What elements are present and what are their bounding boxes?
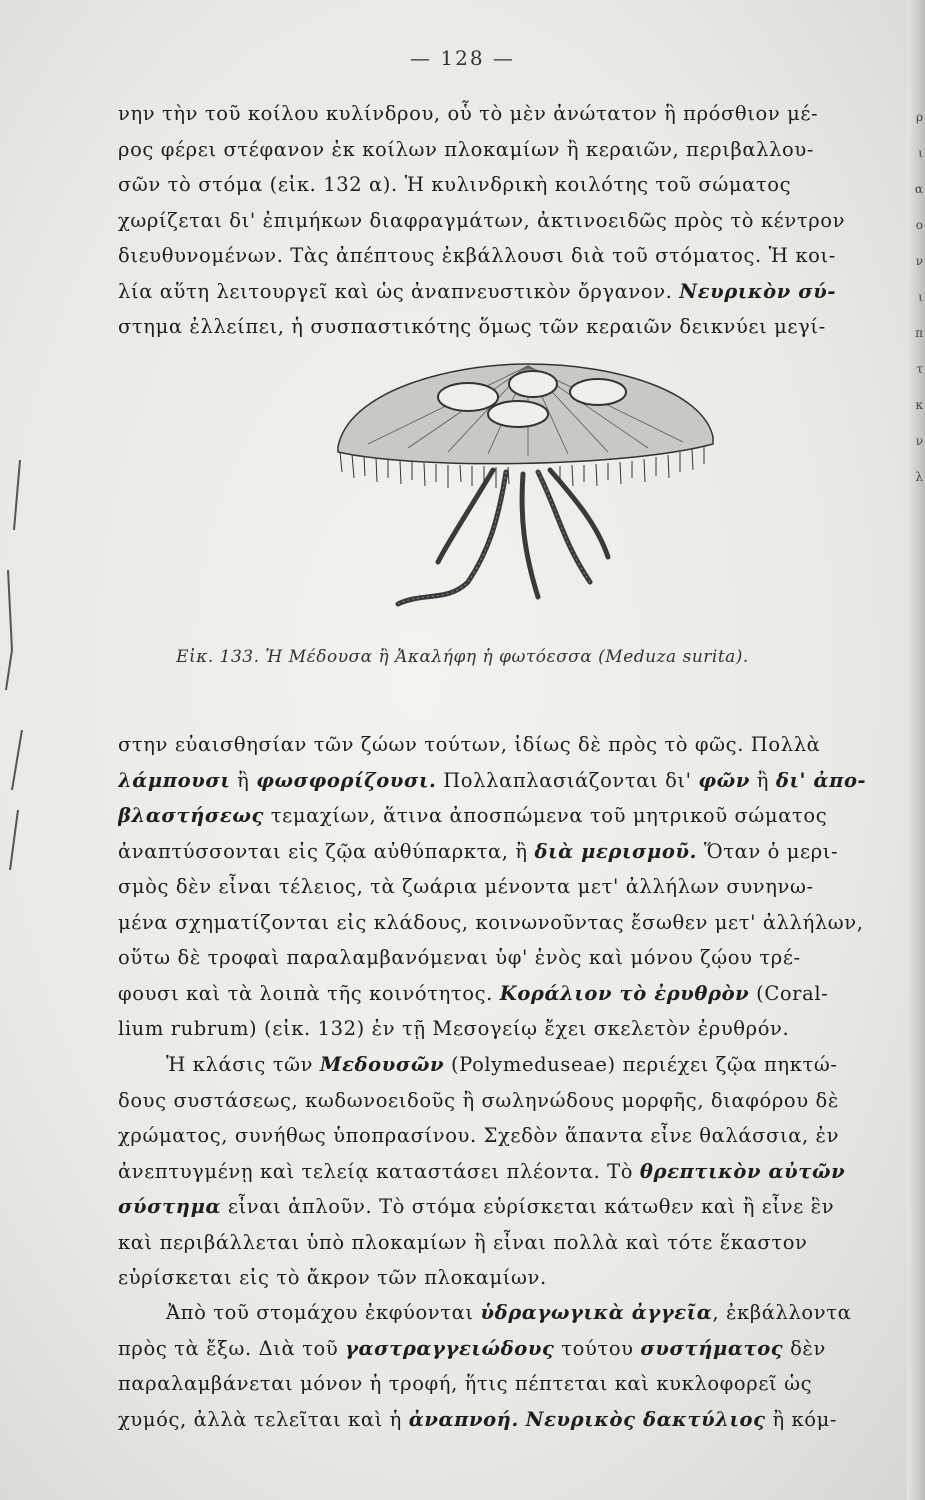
text-line [118, 1118, 908, 1154]
adjacent-page-char: κ [915, 398, 923, 412]
adjacent-page-char: α [914, 182, 923, 196]
adjacent-page-char: ν [915, 254, 923, 268]
text-run: πρὸς τὰ ἔξω. Διὰ τοῦ [118, 1336, 346, 1360]
text-run: Ἀπὸ τοῦ στομάχου ἐκφύονται [166, 1301, 481, 1324]
text-run: lium rubrum) (εἰκ. 132) ἐν τῇ Μεσογείῳ ἔχει σκελετὸν ἐρυθρόν. [118, 1017, 790, 1040]
text-run: ρος φέρει στέφανον ἐκ κοίλων πλοκαμίων ἢ κεραιῶν, περιβαλλου- [118, 137, 815, 161]
adjacent-page-char: τ [916, 362, 923, 376]
text-line [118, 798, 908, 834]
text-run: φουσι καὶ τὰ λοιπὰ τῆς κοινότητος. [118, 981, 500, 1005]
text-line [118, 1260, 908, 1296]
text-run: (Polymeduseae) περιέχει ζῷα πηκτώ- [444, 1053, 838, 1076]
text-line [118, 238, 908, 274]
text-line [118, 763, 908, 799]
text-run: δους συστάσεως, κωδωνοειδοῦς ἢ σωληνώδους μορφῆς, διαφόρου δὲ [118, 1088, 839, 1112]
text-run: στην εὐαισθησίαν τῶν ζώων τούτων, ἰδίως δὲ πρὸς τὸ φῶς. Πολλὰ [118, 733, 821, 756]
figure-caption: Εἰκ. 133. Ἡ Μέδουσα ἢ Ἀκαλήφη ἡ φωτόεσσα (Meduza surita). [176, 647, 749, 667]
text-run: (Coral- [749, 981, 829, 1005]
text-line [118, 1295, 908, 1331]
text-run: παραλαμβάνεται μόνον ἡ τροφή, ἥτις πέπτεται καὶ κυκλοφορεῖ ὡς [118, 1372, 813, 1395]
text-run: διευθυνομένων. Τὰς ἀπέπτους ἐκβάλλουσι διὰ τοῦ στόματος. Ἡ κοι- [118, 244, 836, 267]
text-run: μένα σχηματίζονται εἰς κλάδους, κοινωνοῦντας ἔσωθεν μετ' ἀλλήλων, [118, 910, 864, 934]
text-run: χρώματος, συνήθως ὑποπρασίνου. Σχεδὸν ἅπαντα εἶνε θαλάσσια, ἐν [118, 1124, 840, 1147]
adjacent-page-edge [907, 0, 925, 1500]
text-line [118, 869, 908, 905]
emphasized-term: δι' ἀπο- [775, 768, 867, 792]
emphasized-term: φωσφορίζουσι. [256, 768, 437, 792]
page-number: — 128 — [410, 46, 515, 70]
adjacent-page-char: λ [915, 470, 923, 484]
text-block-1 [118, 96, 908, 345]
emphasized-term: φῶν [698, 768, 750, 792]
text-line [118, 834, 908, 870]
text-run: τεμαχίων, ἅτινα ἀποσπώμενα τοῦ μητρικοῦ σώματος [263, 804, 828, 827]
text-run: εἶναι ἁπλοῦν. Τὸ στόμα εὑρίσκεται κάτωθεν καὶ ἢ εἶνε ἓν [221, 1195, 835, 1218]
jellyfish-figure [328, 352, 718, 642]
text-line [118, 203, 908, 239]
text-run: ἢ κόμ- [765, 1407, 838, 1431]
emphasized-term: ὑδραγωγικὰ ἀγγεῖα [480, 1301, 713, 1324]
adjacent-page-char: ι [918, 146, 923, 160]
text-line [118, 132, 908, 168]
text-run: καὶ περιβάλλεται ὑπὸ πλοκαμίων ἢ εἶναι πολλὰ καὶ τότε ἕκαστον [118, 1230, 808, 1254]
emphasized-term: διὰ μερισμοῦ. [534, 839, 698, 863]
text-run: , ἐκβάλλοντα [712, 1301, 852, 1324]
text-run: ἀναπτύσσονται εἰς ζῷα αὐθύπαρκτα, ἢ [118, 839, 535, 863]
text-line [118, 976, 908, 1012]
text-line [118, 905, 908, 941]
adjacent-page-char: ρ [915, 110, 923, 124]
text-block-4 [118, 1295, 908, 1437]
text-line [118, 1011, 908, 1047]
text-line [118, 1331, 908, 1367]
text-line [118, 1189, 908, 1225]
text-line [118, 940, 908, 976]
text-run: λία αὕτη λειτουργεῖ καὶ ὡς ἀναπνευστικὸν ὄργανον. [118, 279, 680, 303]
text-run [519, 1408, 526, 1431]
text-line [118, 167, 908, 203]
adjacent-page-char: ι [918, 290, 923, 304]
text-run: τούτου [554, 1336, 641, 1360]
emphasized-term: βλαστήσεως [118, 804, 264, 827]
text-run: Ὅταν ὁ μερι- [697, 839, 839, 863]
text-run: σῶν τὸ στόμα (εἰκ. 132 α). Ἡ κυλινδρικὴ κοιλότης τοῦ σώματος [118, 173, 792, 196]
text-run: χωρίζεται δι' ἐπιμήκων διαφραγμάτων, ἀκτινοειδῶς πρὸς τὸ κέντρον [118, 208, 846, 232]
adjacent-page-char: π [915, 326, 923, 340]
jellyfish-illustration [328, 352, 718, 642]
text-block-3 [118, 1047, 908, 1296]
text-run: οὕτω δὲ τροφαὶ παραλαμβανόμεναι ὑφ' ἑνὸς καὶ μόνου ζῴου τρέ- [118, 946, 801, 969]
text-run: σμὸς δὲν εἶναι τέλειος, τὰ ζωάρια μένοντα μετ' ἀλλήλων συνηνω- [118, 875, 814, 898]
text-run: ἢ [749, 768, 776, 792]
emphasized-term: σύστημα [118, 1195, 222, 1218]
text-line [118, 1154, 908, 1190]
emphasized-term: Νευρικὸν σύ- [679, 279, 837, 303]
text-line [118, 1083, 908, 1119]
text-run: Πολλαπλασιάζονται δι' [436, 768, 699, 792]
text-block-2 [118, 727, 908, 1047]
text-run: εὑρίσκεται εἰς τὸ ἄκρον τῶν πλοκαμίων. [118, 1266, 547, 1289]
text-run: ἀνεπτυγμένῃ καὶ τελείᾳ καταστάσει πλέοντα. Τὸ [118, 1159, 640, 1183]
text-line [118, 727, 908, 763]
text-run: Ἡ κλάσις τῶν [166, 1053, 320, 1076]
text-line [118, 274, 908, 310]
text-run: ἢ [230, 768, 257, 792]
text-run: δὲν [783, 1336, 826, 1360]
adjacent-page-char: ν [915, 434, 923, 448]
emphasized-term: Κοράλιον τὸ ἐρυθρὸν [499, 981, 750, 1005]
emphasized-term: λάμπουσι [118, 768, 231, 792]
emphasized-term: γαστραγγειώδους [345, 1336, 555, 1360]
adjacent-page-char: ο [915, 218, 923, 232]
text-run: χυμός, ἀλλὰ τελεῖται καὶ ἡ [118, 1407, 409, 1431]
text-run: στημα ἐλλείπει, ἡ συσπαστικότης ὅμως τῶν κεραιῶν δεικνύει μεγί- [118, 315, 826, 338]
emphasized-term: Νευρικὸς δακτύλιος [525, 1407, 766, 1431]
text-line [118, 96, 908, 132]
emphasized-term: θρεπτικὸν αὐτῶν [639, 1159, 846, 1183]
emphasized-term: Μεδουσῶν [319, 1053, 445, 1076]
text-line [118, 1402, 908, 1438]
text-run: νην τὴν τοῦ κοίλου κυλίνδρου, οὗ τὸ μὲν ἀνώτατον ἢ πρόσθιον μέ- [118, 102, 819, 125]
text-line [118, 1225, 908, 1261]
emphasized-term: συστήματος [640, 1336, 784, 1360]
text-line [118, 1047, 908, 1083]
text-line [118, 309, 908, 345]
emphasized-term: ἀναπνοή. [408, 1407, 519, 1431]
text-line [118, 1366, 908, 1402]
